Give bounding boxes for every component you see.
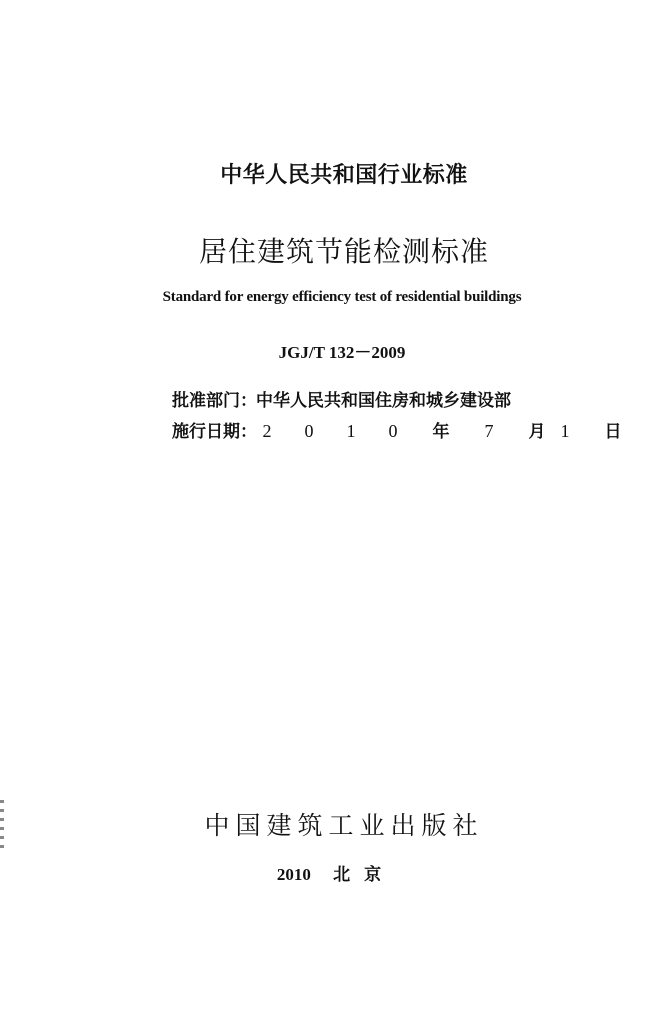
approval-label: 批准部门	[172, 391, 240, 411]
year-unit: 年	[432, 422, 450, 442]
approval-row	[172, 386, 630, 416]
year-digit: 1	[346, 421, 356, 441]
approval-value: 中华人民共和国住房和城乡建设部	[256, 391, 511, 411]
publication-line	[0, 860, 672, 885]
effective-date-separator: ：	[240, 422, 257, 442]
publication-year: 2010	[276, 865, 311, 884]
effective-date-row	[172, 416, 630, 447]
day-value: 1	[560, 421, 570, 441]
year-digit: 0	[388, 421, 398, 441]
month-value: 7	[484, 421, 494, 441]
publication-city: 北京	[333, 865, 396, 885]
year-digit: 2	[262, 421, 272, 441]
approval-info	[172, 386, 630, 447]
title-english: Standard for energy efficiency test of residential buildings	[162, 289, 522, 305]
year-digit: 0	[304, 421, 314, 441]
effective-date-value	[256, 416, 630, 447]
title-chinese: 居住建筑节能检测标准	[198, 235, 489, 268]
effective-date-label: 施行日期	[172, 422, 240, 442]
publisher-name: 中国建筑工业出版社	[204, 811, 484, 840]
day-unit: 日	[604, 422, 622, 442]
month-unit: 月	[528, 422, 546, 442]
page-edge-mark	[0, 800, 4, 850]
approval-separator: ：	[240, 391, 257, 411]
standard-series: 中华人民共和国行业标准	[220, 163, 468, 188]
standard-number: JGJ/T 132－2009	[278, 343, 406, 362]
